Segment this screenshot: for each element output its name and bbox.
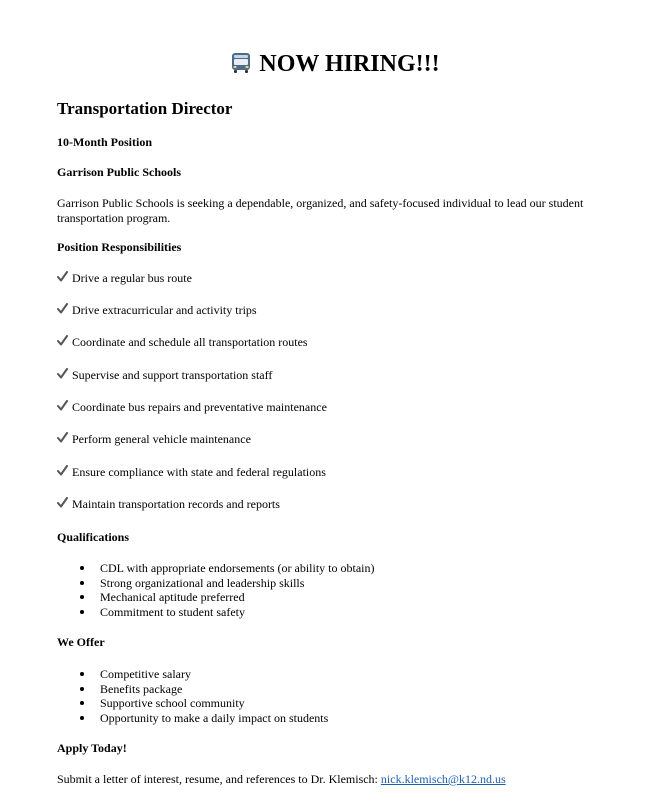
apply-instructions <box>57 772 506 786</box>
list-item: Mechanical aptitude preferred <box>57 590 375 605</box>
responsibility-item <box>57 368 272 384</box>
checkmark-icon <box>57 368 68 379</box>
intro-paragraph: Garrison Public Schools is seeking a dependable, organized, and safety-focused individual to lead our student transportation program. <box>57 196 584 225</box>
responsibility-label: Drive extracurricular and activity trips <box>72 303 257 317</box>
offer-heading: We Offer <box>57 635 105 649</box>
checkmark-icon <box>57 335 68 346</box>
qualifications-list <box>57 561 375 619</box>
responsibility-item <box>57 465 326 481</box>
responsibility-item <box>57 303 257 319</box>
responsibility-item <box>57 432 251 448</box>
responsibility-label: Coordinate and schedule all transportation routes <box>72 335 308 349</box>
responsibility-item <box>57 497 280 513</box>
apply-text: Submit a letter of interest, resume, and references to Dr. Klemisch: <box>57 772 378 786</box>
list-item: Supportive school community <box>57 696 328 711</box>
checkmark-icon <box>57 271 68 282</box>
responsibility-item <box>57 335 308 351</box>
list-item: Strong organizational and leadership skills <box>57 576 375 591</box>
page-title: NOW HIRING!!! <box>259 51 440 77</box>
checkmark-icon <box>57 400 68 411</box>
list-item: Benefits package <box>57 682 328 697</box>
list-item: Competitive salary <box>57 667 328 682</box>
apply-heading: Apply Today! <box>57 741 127 755</box>
responsibility-label: Ensure compliance with state and federal regulations <box>72 465 326 479</box>
responsibility-item <box>57 271 192 287</box>
email-link[interactable]: nick.klemisch@k12.nd.us <box>380 772 506 786</box>
responsibility-label: Coordinate bus repairs and preventative maintenance <box>72 400 327 414</box>
responsibilities-heading: Position Responsibilities <box>57 240 182 254</box>
offer-list <box>57 667 328 725</box>
list-item: Commitment to student safety <box>57 605 375 620</box>
responsibility-item <box>57 400 327 416</box>
checkmark-icon <box>57 497 68 508</box>
responsibility-label: Maintain transportation records and reports <box>72 497 280 511</box>
job-title: Transportation Director <box>57 99 233 118</box>
checkmark-icon <box>57 432 68 443</box>
position-type: 10-Month Position <box>57 135 153 149</box>
responsibility-label: Supervise and support transportation staff <box>72 368 273 382</box>
employer-name: Garrison Public Schools <box>57 165 182 179</box>
qualifications-heading: Qualifications <box>57 530 130 544</box>
list-item: Opportunity to make a daily impact on students <box>57 711 328 726</box>
list-item: CDL with appropriate endorsements (or ability to obtain) <box>57 561 375 576</box>
header <box>0 50 670 79</box>
checkmark-icon <box>57 465 68 476</box>
checkmark-icon <box>57 303 68 314</box>
bus-icon <box>230 52 252 74</box>
responsibility-label: Perform general vehicle maintenance <box>72 432 251 446</box>
responsibility-label: Drive a regular bus route <box>72 271 192 285</box>
